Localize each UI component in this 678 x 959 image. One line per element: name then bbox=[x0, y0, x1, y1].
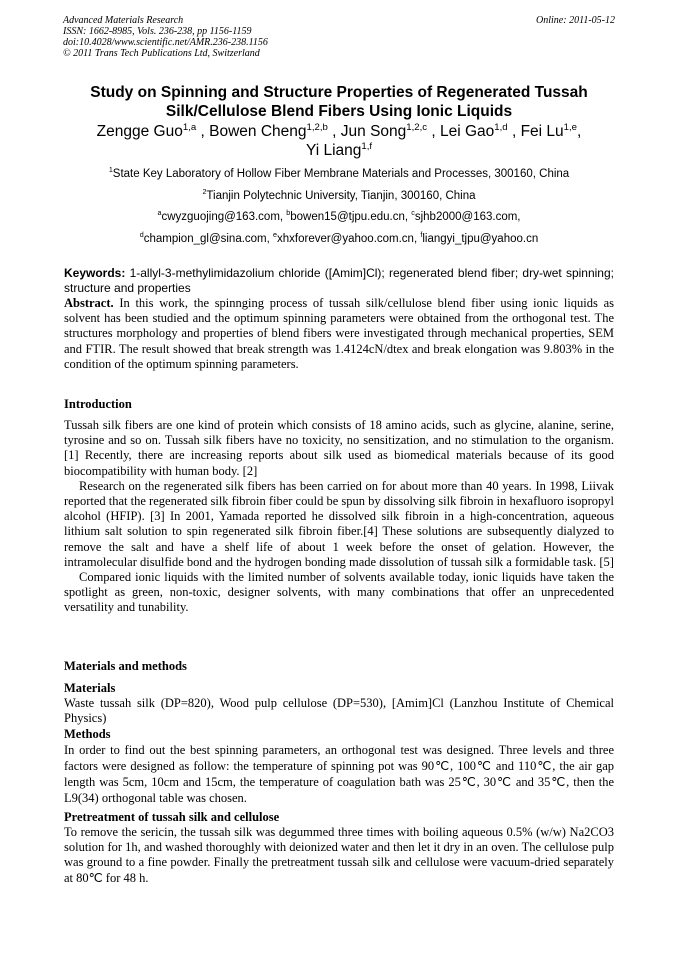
email-line-1 bbox=[40, 210, 638, 224]
journal-name: Advanced Materials Research bbox=[63, 15, 184, 26]
paper-title bbox=[60, 83, 618, 121]
email-link[interactable]: liangyi_tjpu@yahoo.cn bbox=[422, 233, 539, 245]
affiliation-1 bbox=[40, 167, 638, 181]
materials-text: Waste tussah silk (DP=820), Wood pulp cellulose (DP=530), [Amim]Cl (Lanzhou Institute of Chemical Physics) bbox=[64, 696, 614, 726]
materials-methods-heading: Materials and methods bbox=[64, 659, 187, 673]
author-name: Yi Liang bbox=[305, 142, 362, 159]
affiliation-sup: 2 bbox=[202, 188, 207, 197]
email-sup: e bbox=[273, 231, 277, 240]
pretreatment-text: To remove the sericin, the tussah silk was degummed three times with boiling aqueous 0.5% (w/w) Na2CO3 solution for 1h, and washed thoroughly with deionized water and then let it dry in an oven. The cellulose pulp was ground to a fine powder. Finally the pretreatment tussah silk and cellulose were vacuum-dried separately at 80℃ for 48 h. bbox=[64, 825, 614, 885]
keywords-text: 1-allyl-3-methylimidazolium chloride ([Amim]Cl); regenerated blend fiber; dry-wet spinning; structure and properties bbox=[64, 266, 614, 296]
methods-subheading: Methods bbox=[64, 727, 111, 741]
title-line-2: Silk/Cellulose Blend Fibers Using Ionic Liquids bbox=[165, 103, 513, 120]
author-sup: 1,f bbox=[361, 140, 373, 152]
email-sup: d bbox=[139, 231, 144, 240]
abstract-block bbox=[64, 296, 614, 372]
email-link[interactable]: xhxforever@yahoo.com.cn, bbox=[277, 233, 421, 245]
author-name: Fei Lu bbox=[520, 123, 564, 140]
intro-paragraph-3: Compared ionic liquids with the limited number of solvents available today, ionic liquids have taken the spotlight as green, non-toxic, designer solvents, with many combinations that offer an unprecedented versatility and tunability. bbox=[64, 570, 614, 615]
methods-text: In order to find out the best spinning parameters, an orthogonal test was designed. Three levels and three factors were designed as follow: the temperature of spinning pot was 90℃, 100℃ and 110℃, the air gap length was 5cm, 10cm and 15cm, the temperature of coagulation bath was 25℃, 30℃ and 35℃, then the L9(34) orthogonal table was chosen. bbox=[64, 743, 614, 805]
author-name: Lei Gao bbox=[440, 123, 495, 140]
affiliation-text: State Key Laboratory of Hollow Fiber Membrane Materials and Processes, 300160, China bbox=[112, 168, 570, 180]
author-sup: 1,a bbox=[182, 121, 197, 133]
online-date: Online: 2011-05-12 bbox=[536, 15, 615, 26]
copyright-line: © 2011 Trans Tech Publications Ltd, Switzerland bbox=[63, 48, 260, 59]
journal-header bbox=[63, 15, 268, 59]
title-line-1: Study on Spinning and Structure Properties of Regenerated Tussah bbox=[90, 84, 588, 101]
intro-paragraph-2: Research on the regenerated silk fibers has been carried on for about more than 40 years. In 1998, Liivak reported that the regenerated silk fibroin fiber could be spun by dissolving silk fibroin in hexafluoro isopropyl alcohol (HFIP). [3] In 2001, Yamada reported he dissolved silk fibroin in a high-concentration, aqueous lithium salt solution to spin regenerated silk fibroin fiber.[4] These solutions are subsequently dialyzed to remove the salt and have a shelf life of about 1 week before the onset of gelation. However, the intramolecular disulfide bond and the hydrogen bonding made dissolution of tussah silk a formidable task. [5] bbox=[64, 478, 614, 569]
affiliation-text: Tianjin Polytechnic University, Tianjin, 300160, China bbox=[206, 190, 476, 202]
email-link[interactable]: cwyzguojing@163.com, bbox=[161, 211, 287, 223]
abstract-label: Abstract. bbox=[64, 296, 114, 310]
author-sup: 1,2,b bbox=[306, 121, 328, 133]
introduction-heading: Introduction bbox=[64, 397, 132, 411]
email-link[interactable]: sjhb2000@163.com, bbox=[414, 211, 521, 223]
author-list: Zengge Guo$^{1,a}$ , Bowen Cheng$^{1,2,b}$ , Jun Song$^{1,2,c}$ , Lei Gao$^{1,d}$ , Fei Lu$^{1,e}$, Yi Liang$^{1,f}$ bbox=[96, 121, 582, 159]
email-sup: c bbox=[411, 209, 415, 218]
introduction-body bbox=[64, 418, 614, 616]
doi-line: doi:10.4028/www.scientific.net/AMR.236-238.1156 bbox=[63, 37, 268, 48]
pretreatment-subheading: Pretreatment of tussah silk and cellulose bbox=[64, 810, 280, 824]
intro-paragraph-1: Tussah silk fibers are one kind of protein which consists of 18 amino acids, such as glycine, alanine, serine, tyrosine and so on. Tussah silk fibers have no toxicity, no sensitization, and no stimulation to the organism. [1] Recently, there are increasing reports about silk used as biomedical materials because of its good biocompatibility with human body. [2] bbox=[64, 418, 614, 478]
affiliation-2 bbox=[40, 189, 638, 203]
keywords-label: Keywords: bbox=[64, 266, 126, 280]
keywords-block bbox=[64, 266, 614, 296]
email-sup: a bbox=[157, 209, 162, 218]
affiliation-sup: 1 bbox=[108, 166, 113, 175]
author-sup: 1,2,c bbox=[406, 121, 428, 133]
email-link[interactable]: champion_gl@sina.com, bbox=[143, 233, 274, 245]
author-sup: 1,e bbox=[563, 121, 577, 133]
author-sup: 1,d bbox=[494, 121, 508, 133]
author-name: Bowen Cheng bbox=[209, 123, 307, 140]
email-line-2 bbox=[40, 232, 638, 246]
email-sup: b bbox=[286, 209, 291, 218]
materials-subheading: Materials bbox=[64, 681, 116, 695]
email-link[interactable]: bowen15@tjpu.edu.cn, bbox=[290, 211, 412, 223]
author-name: Jun Song bbox=[340, 123, 407, 140]
email-sup: f bbox=[420, 231, 423, 240]
author-name: Zengge Guo bbox=[96, 123, 183, 140]
issn-line: ISSN: 1662-8985, Vols. 236-238, pp 1156-1159 bbox=[63, 26, 252, 37]
abstract-text: In this work, the spinnging process of tussah silk/cellulose blend fiber using ionic liquids as solvent has been studied and the optimum spinning parameters were obtained from the orthogonal test. The structures morphology and properties of blend fibers were investigated through mechanical properties, SEM and FTIR. The result showed that break strength was 1.4124cN/dtex and break elongation was 9.803% in the condition of the optimum spinning parameters. bbox=[64, 296, 614, 371]
